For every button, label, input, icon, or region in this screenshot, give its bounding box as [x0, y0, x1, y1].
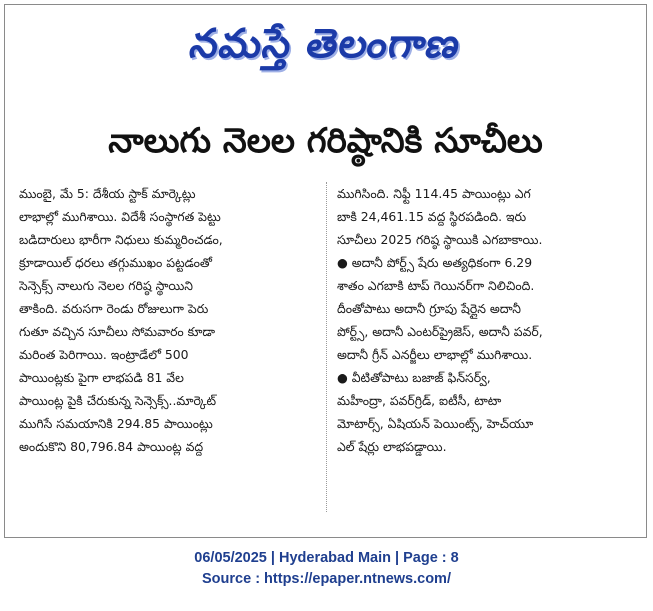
article-line: క్రూడాయిల్ ధరలు తగ్గుముఖం పట్టడంతో — [19, 255, 213, 270]
article-line: తాకింది. వరుసగా రెండు రోజులుగా పెరు — [19, 301, 209, 316]
article-line: ● అదానీ పోర్ట్స్ షేరు అత్యధికంగా 6.29 — [337, 255, 533, 270]
article-body — [19, 182, 639, 517]
newspaper-clipping — [4, 4, 647, 538]
source-footer — [0, 548, 653, 590]
newspaper-masthead: నమస్తే తెలంగాణ — [186, 20, 465, 67]
article-line: ముగిసే సమయానికి 294.85 పాయింట్లు — [19, 416, 213, 431]
article-column-left — [19, 182, 315, 458]
article-line: లాభాల్లో ముగిశాయి. విదేశీ సంస్థాగత పెట్టు — [19, 209, 221, 224]
edition-info: 06/05/2025 | Hyderabad Main | Page : 8 — [194, 550, 459, 566]
article-line: ముంబై, మే 5: దేశీయ స్టాక్ మార్కెట్లు — [19, 186, 196, 201]
article-line: సెన్సెక్స్ నాలుగు నెలల గరిష్ఠ స్థాయిని — [19, 278, 193, 293]
source-link[interactable]: Source : https://epaper.ntnews.com/ — [202, 571, 451, 587]
article-line: అందుకొని 80,796.84 పాయింట్ల వద్ద — [19, 439, 204, 454]
article-line: ముగిసింది. నిఫ్టీ 114.45 పాయింట్లు ఎగ — [337, 186, 531, 201]
article-headline: నాలుగు నెలల గరిష్ఠానికి సూచీలు — [108, 121, 543, 161]
article-line: ఎల్ షేర్లు లాభపడ్డాయి. — [337, 439, 447, 454]
article-line: అదానీ గ్రీన్ ఎనర్జీలు లాభాల్లో ముగిశాయి. — [337, 347, 533, 362]
article-line: సూచీలు 2025 గరిష్ఠ స్థాయికి ఎగబాకాయి. — [337, 232, 543, 247]
article-line: ● వీటితోపాటు బజాజ్ ఫిన్‌సర్వ్, — [337, 370, 491, 385]
article-line: పాయింట్ల పైకి చేరుకున్న సెన్సెక్స్..మార్కెట్ — [19, 393, 217, 408]
article-line: పాయింట్లకు పైగా లాభపడి 81 వేల — [19, 370, 184, 385]
article-line: బాకి 24,461.15 వద్ద స్థిరపడింది. ఇరు — [337, 209, 527, 224]
article-line: మరింత పెరిగాయి. ఇంట్రాడేలో 500 — [19, 347, 189, 362]
article-line: పోర్ట్స్, అదానీ ఎంటర్‌ప్రైజెస్, అదానీ పవర్, — [337, 324, 543, 339]
article-column-right — [337, 182, 633, 458]
article-line: మోటార్స్, ఏషియన్ పెయింట్స్, హెచ్‌యూ — [337, 416, 534, 431]
article-line: మహీంద్రా, పవర్‌గ్రిడ్, ఐటీసీ, టాటా — [337, 393, 502, 408]
article-line: గుతూ వచ్చిన సూచీలు సోమవారం కూడా — [19, 324, 216, 339]
article-line: బడిదారులు భారీగా నిధులు కుమ్మరించడం, — [19, 232, 223, 247]
article-line: శాతం ఎగబాకి టాప్ గెయినర్‌గా నిలిచింది. — [337, 278, 535, 293]
column-divider — [326, 182, 327, 512]
article-line: దీంతోపాటు అదానీ గ్రూపు షేర్లైన అదానీ — [337, 301, 521, 316]
